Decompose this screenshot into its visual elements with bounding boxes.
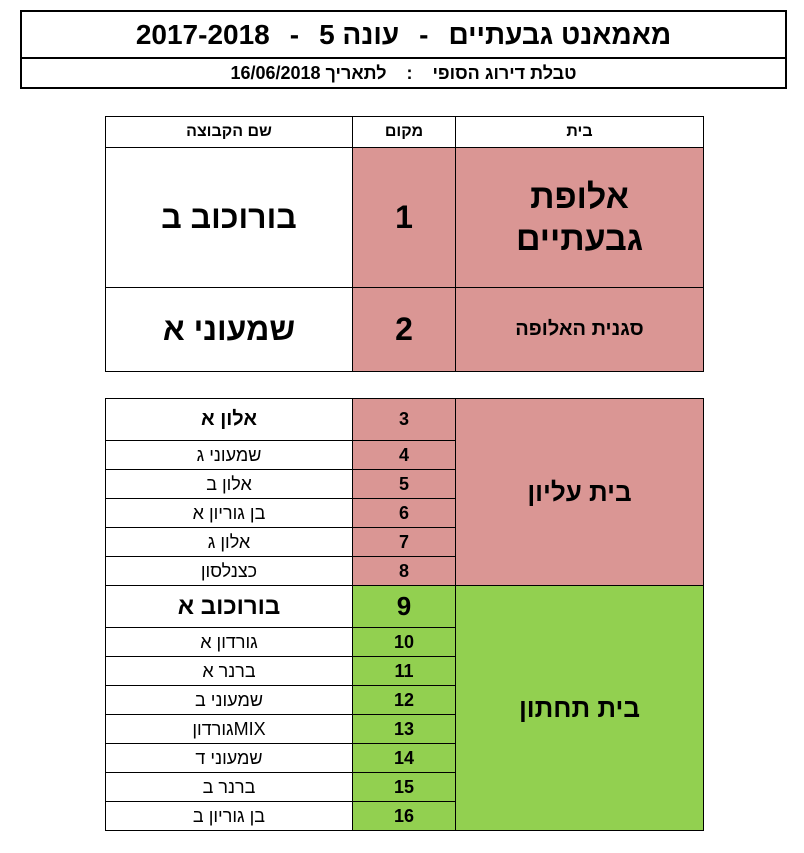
house-upper: בית עליון	[456, 399, 704, 586]
rank-cell: 13	[353, 715, 456, 744]
rank-cell: 16	[353, 802, 456, 831]
table-row	[106, 399, 704, 441]
house-runner-up: סגנית האלופה	[456, 288, 704, 372]
team-name: אלון ב	[106, 470, 353, 499]
team-name: ברנר א	[106, 657, 353, 686]
rank-cell: 8	[353, 557, 456, 586]
header-house: בית	[456, 117, 704, 148]
title-bar	[20, 10, 787, 59]
rank-cell: 6	[353, 499, 456, 528]
rank-cell: 5	[353, 470, 456, 499]
rank-cell: 3	[353, 399, 456, 441]
team-name: שמעוני ד	[106, 744, 353, 773]
title-dash: -	[419, 18, 429, 50]
rank-cell: 9	[353, 586, 456, 628]
team-name: MIXגורדון	[106, 715, 353, 744]
header-team: שם הקבוצה	[106, 117, 353, 148]
rank-cell: 15	[353, 773, 456, 802]
rank-cell: 14	[353, 744, 456, 773]
team-name: שמעוני ב	[106, 686, 353, 715]
team-name: בן גוריון ב	[106, 802, 353, 831]
house-lower: בית תחתון	[456, 586, 704, 831]
table-row	[106, 288, 704, 372]
team-name: שמעוני ג	[106, 441, 353, 470]
houses-table	[105, 398, 704, 831]
header-rank: מקום	[353, 117, 456, 148]
subtitle-label: טבלת דירוג הסופי	[432, 62, 577, 83]
team-name: אלון ג	[106, 528, 353, 557]
table-row	[106, 586, 704, 628]
rank-cell: 7	[353, 528, 456, 557]
title-season: עונה 5	[319, 18, 400, 50]
team-name: בן גוריון א	[106, 499, 353, 528]
title-years: 2017-2018	[135, 18, 270, 50]
subtitle-bar	[20, 57, 787, 89]
house-label: אלופת גבעתיים	[515, 177, 644, 258]
team-name: שמעוני א	[106, 288, 353, 372]
team-name: ברנר ב	[106, 773, 353, 802]
subtitle-date: לתאריך 16/06/2018	[230, 62, 387, 83]
team-name: כצנלסון	[106, 557, 353, 586]
team-name: אלון א	[106, 399, 353, 441]
table-header-row	[106, 117, 704, 148]
house-champion	[456, 148, 704, 288]
rank-cell: 2	[353, 288, 456, 372]
rank-cell: 1	[353, 148, 456, 288]
subtitle-separator: :	[406, 62, 413, 83]
champions-table	[105, 116, 704, 372]
title-name: מאמאנט גבעתיים	[448, 18, 672, 50]
team-name: בורוכוב ב	[106, 148, 353, 288]
title-dash: -	[289, 18, 300, 50]
rank-cell: 10	[353, 628, 456, 657]
rank-cell: 11	[353, 657, 456, 686]
table-row	[106, 148, 704, 288]
rank-cell: 12	[353, 686, 456, 715]
team-name: גורדון א	[106, 628, 353, 657]
team-name: בורוכוב א	[106, 586, 353, 628]
rank-cell: 4	[353, 441, 456, 470]
